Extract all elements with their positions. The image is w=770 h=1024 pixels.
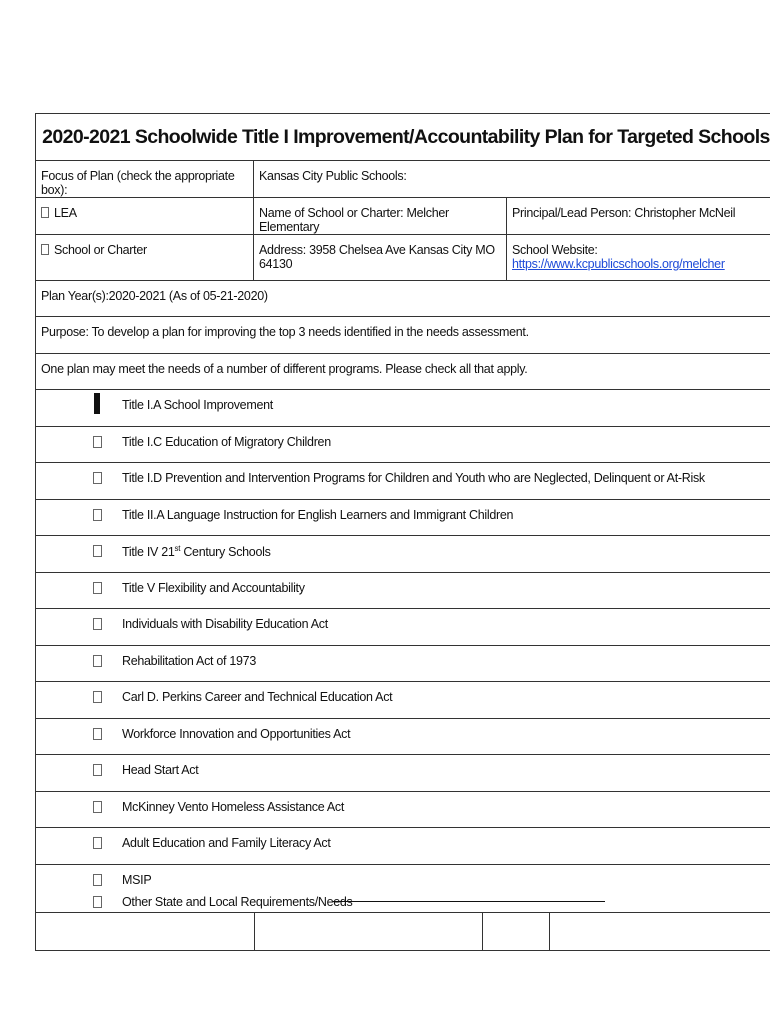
school-charter-option[interactable] bbox=[36, 235, 254, 280]
program-row bbox=[35, 792, 770, 828]
program-checkbox[interactable] bbox=[93, 582, 102, 594]
footer-cell[interactable] bbox=[255, 913, 483, 950]
program-label: Title I.A School Improvement bbox=[122, 398, 273, 412]
lea-label: LEA bbox=[54, 206, 77, 220]
footer-row bbox=[35, 913, 770, 951]
footer-cell[interactable] bbox=[36, 913, 255, 950]
program-row bbox=[35, 500, 770, 536]
program-checkbox[interactable] bbox=[93, 874, 102, 886]
program-row bbox=[35, 573, 770, 609]
program-checkbox[interactable] bbox=[93, 509, 102, 521]
other-requirements-blank[interactable] bbox=[333, 901, 605, 902]
instruction: One plan may meet the needs of a number of different programs. Please check all that apply. bbox=[35, 354, 770, 390]
program-label: MSIP bbox=[122, 873, 152, 887]
footer-cell[interactable] bbox=[483, 913, 550, 950]
school-address: Address: 3958 Chelsea Ave Kansas City MO 64130 bbox=[254, 235, 507, 280]
program-row bbox=[35, 390, 770, 427]
school-name: Name of School or Charter: Melcher Elementary bbox=[254, 198, 507, 234]
school-charter-checkbox[interactable] bbox=[41, 244, 49, 255]
purpose: Purpose: To develop a plan for improving the top 3 needs identified in the needs assessment. bbox=[35, 317, 770, 354]
program-label-main: Title IV 21 bbox=[122, 545, 175, 560]
plan-document bbox=[35, 113, 770, 951]
district-name: Kansas City Public Schools: bbox=[259, 169, 407, 183]
program-label: Workforce Innovation and Opportunities Act bbox=[122, 727, 351, 741]
program-checkbox[interactable] bbox=[93, 691, 102, 703]
program-row bbox=[35, 646, 770, 682]
document-title: 2020-2021 Schoolwide Title I Improvement/Accountability Plan for Targeted Schools bbox=[35, 113, 770, 161]
lea-checkbox[interactable] bbox=[41, 207, 49, 218]
program-label: Title II.A Language Instruction for English Learners and Immigrant Children bbox=[122, 508, 514, 522]
program-checkbox[interactable] bbox=[93, 764, 102, 776]
program-checkbox[interactable] bbox=[93, 545, 102, 557]
program-checkbox-checked[interactable] bbox=[94, 393, 100, 414]
principal-name: Principal/Lead Person: Christopher McNeil bbox=[512, 206, 736, 220]
program-checkbox[interactable] bbox=[93, 436, 102, 448]
program-row-double bbox=[35, 865, 770, 913]
program-row bbox=[35, 609, 770, 646]
program-checkbox[interactable] bbox=[93, 801, 102, 813]
program-checkbox[interactable] bbox=[93, 837, 102, 849]
focus-of-plan-label: Focus of Plan (check the appropriate box): bbox=[36, 161, 254, 197]
program-label: Individuals with Disability Education Act bbox=[122, 617, 328, 631]
program-checkbox[interactable] bbox=[93, 618, 102, 630]
header-row-2 bbox=[35, 198, 770, 235]
program-label: Title I.D Prevention and Intervention Programs for Children and Youth who are Neglected, Delinquent or At-Risk bbox=[122, 471, 705, 485]
program-label: Rehabilitation Act of 1973 bbox=[122, 654, 256, 668]
header-row-1 bbox=[35, 161, 770, 198]
program-row bbox=[35, 427, 770, 463]
program-label: McKinney Vento Homeless Assistance Act bbox=[122, 800, 345, 814]
program-row bbox=[35, 463, 770, 500]
program-row bbox=[35, 719, 770, 755]
school-website bbox=[507, 235, 770, 280]
program-label-sup: st bbox=[174, 544, 181, 553]
footer-cell[interactable] bbox=[550, 913, 770, 950]
school-website-label: School Website: bbox=[512, 243, 598, 257]
program-row bbox=[35, 536, 770, 573]
program-row bbox=[35, 828, 770, 865]
program-label-rest: Century Schools bbox=[180, 545, 271, 560]
program-label: Head Start Act bbox=[122, 763, 199, 777]
program-label: Carl D. Perkins Career and Technical Education Act bbox=[122, 690, 393, 704]
program-label: Other State and Local Requirements/Needs bbox=[122, 895, 353, 909]
program-row bbox=[35, 755, 770, 792]
school-website-link[interactable]: https://www.kcpublicschools.org/melcher bbox=[512, 257, 725, 271]
program-label: Title V Flexibility and Accountability bbox=[122, 581, 305, 595]
program-label: Title I.C Education of Migratory Children bbox=[122, 435, 331, 449]
program-checkbox[interactable] bbox=[93, 655, 102, 667]
lea-option[interactable] bbox=[36, 198, 254, 234]
program-checkbox[interactable] bbox=[93, 472, 102, 484]
program-checkbox[interactable] bbox=[93, 896, 102, 908]
program-row bbox=[35, 682, 770, 719]
program-label: Adult Education and Family Literacy Act bbox=[122, 836, 331, 850]
school-charter-label: School or Charter bbox=[54, 243, 147, 257]
plan-year: Plan Year(s):2020-2021 (As of 05-21-2020) bbox=[35, 281, 770, 317]
header-row-3 bbox=[35, 235, 770, 281]
program-label bbox=[122, 544, 271, 559]
program-checkbox[interactable] bbox=[93, 728, 102, 740]
